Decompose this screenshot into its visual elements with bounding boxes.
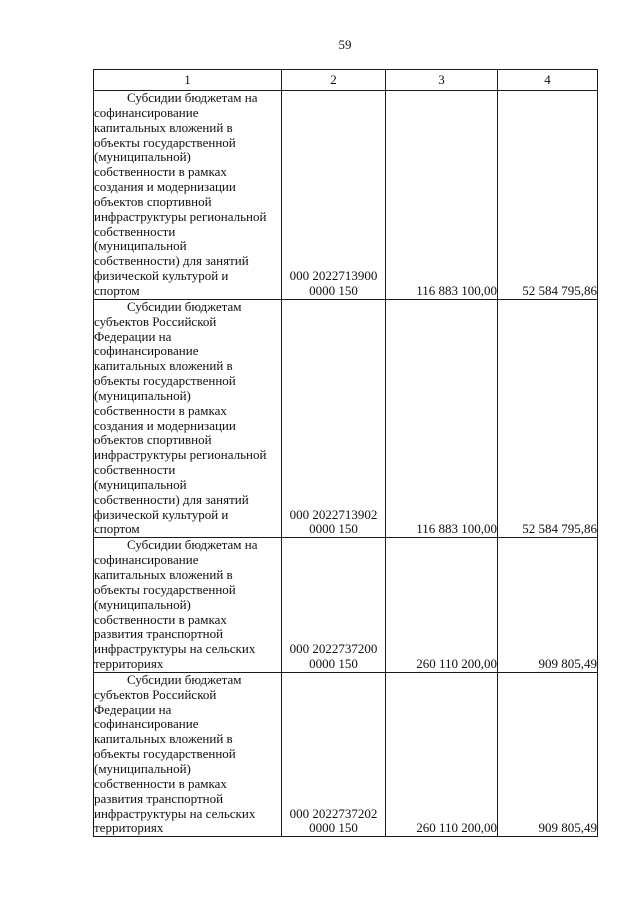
description-line: территориях [94, 656, 164, 672]
description-line: Субсидии бюджетам на [127, 90, 258, 105]
description-line: собственности в рамках [94, 775, 227, 791]
description-line: Федерации на [94, 328, 172, 344]
amount-cell-col3 [386, 91, 498, 300]
description-line: объекты государственной [94, 134, 236, 150]
description-line: софинансирование [94, 716, 199, 732]
description-line: инфраструктуры на сельских [94, 805, 256, 821]
amount-value: 52 584 795,86 [522, 282, 597, 298]
description-line: капитальных вложений в [94, 567, 233, 582]
description-line: инфраструктуры на сельских [94, 641, 256, 657]
description-line: Субсидии бюджетам [127, 671, 242, 687]
description-line: собственности) для занятий [94, 253, 249, 269]
amount-cell-col4 [498, 91, 598, 300]
code-line: 000 2022713902 [289, 506, 378, 522]
description-line: объекты государственной [94, 581, 236, 597]
description-line: капитальных вложений в [94, 119, 233, 135]
description-line: спортом [94, 282, 140, 298]
description-cell [94, 299, 282, 538]
description-cell [94, 538, 282, 673]
description-line: объектов спортивной [94, 432, 212, 448]
code-cell [282, 538, 386, 673]
amount-cell-col4 [498, 672, 598, 836]
amount-cell-col3 [386, 672, 498, 836]
code-line: 0000 150 [309, 282, 358, 298]
amount-value: 116 883 100,00 [416, 282, 497, 298]
description-line: создания и модернизации [94, 179, 236, 195]
description-line: территориях [94, 820, 164, 836]
page-number: 59 [338, 37, 352, 52]
amount-value: 909 805,49 [538, 656, 597, 672]
description-cell [94, 91, 282, 300]
description-line: Субсидии бюджетам на [127, 537, 258, 553]
description-line: объекты государственной [94, 746, 236, 762]
description-line: физической культурой и [94, 268, 229, 284]
description-line: субъектов Российской [94, 686, 217, 702]
description-line: софинансирование [94, 343, 199, 359]
header-cell-2: 2 [282, 70, 386, 91]
amount-value: 260 110 200,00 [416, 820, 497, 836]
description-line: капитальных вложений в [94, 358, 233, 374]
description-line: собственности в рамках [94, 611, 227, 627]
description-line: собственности) для занятий [94, 491, 249, 507]
description-line: развития транспортной [94, 626, 224, 642]
amount-cell-col3 [386, 299, 498, 538]
table-row [94, 538, 598, 673]
description-line: спортом [94, 521, 140, 537]
description-line: (муниципальной) [94, 149, 191, 165]
code-line: 000 2022737202 [289, 805, 378, 821]
table-row [94, 299, 598, 538]
table-body [94, 91, 598, 837]
code-line: 0000 150 [309, 656, 358, 672]
description-line: (муниципальной [94, 238, 187, 254]
code-line: 000 2022713900 [289, 268, 378, 284]
description-line: капитальных вложений в [94, 731, 233, 747]
description-line: софинансирование [94, 104, 199, 120]
code-line: 000 2022737200 [289, 641, 378, 657]
table-header [94, 70, 598, 91]
description-line: (муниципальной) [94, 387, 191, 403]
amount-value: 52 584 795,86 [522, 521, 597, 537]
code-cell [282, 672, 386, 836]
amount-value: 260 110 200,00 [416, 656, 497, 672]
description-line: инфраструктуры региональной [94, 208, 267, 224]
header-cell-1: 1 [94, 70, 282, 91]
description-line: (муниципальной [94, 476, 187, 492]
description-line: субъектов Российской [94, 313, 217, 329]
code-line: 0000 150 [309, 820, 358, 836]
description-line: (муниципальной) [94, 596, 191, 612]
header-cell-4: 4 [498, 70, 598, 91]
description-line: объекты государственной [94, 373, 236, 389]
table-row [94, 672, 598, 836]
description-line: собственности [94, 223, 176, 239]
header-cell-3: 3 [386, 70, 498, 91]
description-line: развития транспортной [94, 790, 224, 806]
description-line: создания и модернизации [94, 417, 236, 433]
description-line: объектов спортивной [94, 193, 212, 209]
description-line: Федерации на [94, 701, 172, 717]
amount-value: 116 883 100,00 [416, 521, 497, 537]
header-row [94, 70, 598, 91]
description-line: физической культурой и [94, 506, 229, 522]
amount-cell-col4 [498, 299, 598, 538]
amount-cell-col3 [386, 538, 498, 673]
description-line: собственности [94, 462, 176, 478]
description-cell [94, 672, 282, 836]
code-cell [282, 91, 386, 300]
amount-value: 909 805,49 [538, 820, 597, 836]
description-line: (муниципальной) [94, 760, 191, 776]
description-line: инфраструктуры региональной [94, 447, 267, 463]
description-line: собственности в рамках [94, 402, 227, 418]
amount-cell-col4 [498, 538, 598, 673]
description-line: софинансирование [94, 552, 199, 568]
code-cell [282, 299, 386, 538]
description-line: Субсидии бюджетам [127, 298, 242, 314]
code-line: 0000 150 [309, 521, 358, 537]
budget-table [93, 69, 598, 837]
table-row [94, 91, 598, 300]
description-line: собственности в рамках [94, 164, 227, 180]
